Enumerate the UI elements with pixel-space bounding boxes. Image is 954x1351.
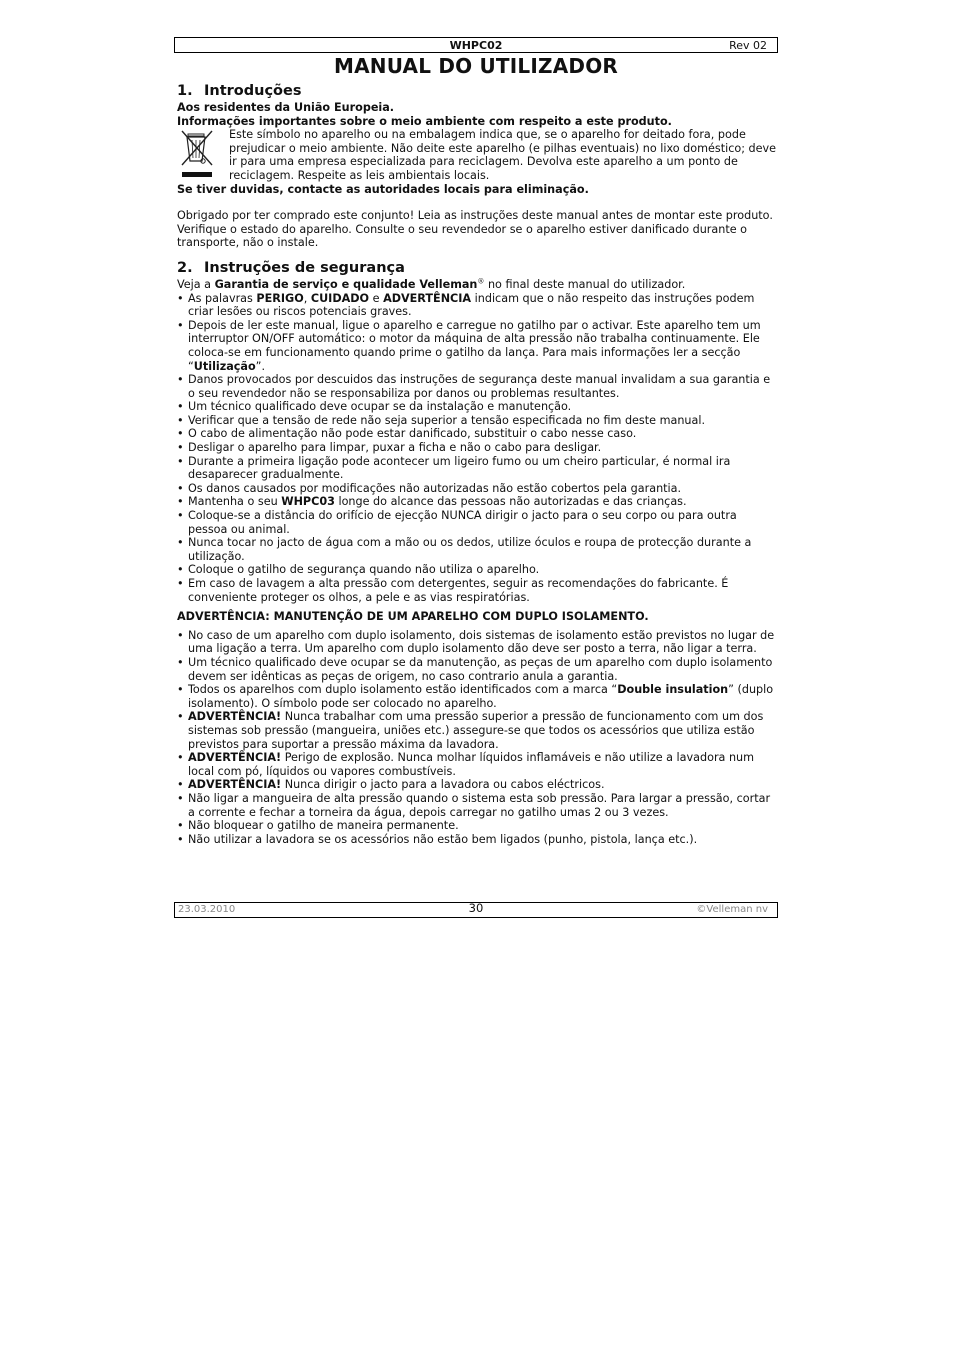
text: ” (duplo isolamento). O símbolo pode ser colocado no aparelho. xyxy=(188,683,774,710)
list-item: • No caso de um aparelho com duplo isolamento, dois sistemas de isolamento estão previstos no lugar de uma ligação a terra. Um aparelho com duplo isolamento dão deve ser posto a terra, não ligar a terra. xyxy=(177,629,779,656)
warranty-intro-post: no final deste manual do utilizador. xyxy=(484,277,686,291)
page-content xyxy=(177,81,779,846)
text: As palavras xyxy=(188,291,257,305)
thanks-paragraph: Obrigado por ter comprado este conjunto! Leia as instruções deste manual antes de montar este produto. Verifique o estado do aparelho. Consulte o seu revendedor se o aparelho estiver danificado durante o transporte, não o instale. xyxy=(177,209,773,250)
contact-authorities-line: Se tiver duvidas, contacte as autoridades locais para eliminação. xyxy=(177,182,589,196)
weee-text: Este símbolo no aparelho ou na embalagem indica que, se o aparelho for deitado fora, pode prejudicar o meio ambiente. Não deite este aparelho (e pilhas eventuais) no lixo doméstico; deve ir para uma empresa especializada para reciclagem. Devolva este aparelho a um ponto de reciclagem. Respeite as leis ambientais locais. xyxy=(229,128,777,182)
footer-date: 23.03.2010 xyxy=(178,904,236,915)
text: e xyxy=(369,291,384,305)
warranty-intro xyxy=(177,278,779,292)
text: Mantenha o seu xyxy=(188,495,282,509)
list-item: • Não ligar a mangueira de alta pressão quando o sistema esta sob pressão. Para largar a pressão, cortar a corrente e fechar a torneira da água, depois carregar no gatilho umas 2 ou 3 vezes. xyxy=(177,792,779,819)
text: Depois de ler este manual, ligue o aparelho e carregue no gatilho par o activar. Este aparelho tem um interruptor ON/OFF automático: o motor da máquina de alta pressão não trabalha continuamente. Ele coloca-se em funcionamento quando prime o gatilho da lança. Para mais informações ler a secção “ xyxy=(188,318,761,373)
section-1-title: Introduções xyxy=(204,83,302,99)
list-item: • Coloque o gatilho de segurança quando não utiliza o aparelho. xyxy=(177,563,779,577)
list-item: • Coloque-se a distância do orifício de ejecção NUNCA dirigir o jacto para o seu corpo ou para outra pessoa ou animal. xyxy=(177,509,779,536)
text: Todos os aparelhos com duplo isolamento estão identificados com a marca “ xyxy=(188,683,618,697)
text: , xyxy=(303,291,311,305)
list-item: • Não utilizar a lavadora se os acessórios não estão bem ligados (punho, pistola, lança etc.). xyxy=(177,833,779,847)
footer-copyright: ©Velleman nv xyxy=(696,904,768,915)
list-item: • Desligar o aparelho para limpar, puxar a ficha e não o cabo para desligar. xyxy=(177,441,779,455)
text: ”. xyxy=(255,359,266,373)
header-revision: Rev 02 xyxy=(729,39,767,52)
page-number: 30 xyxy=(468,901,484,915)
keyword-advertencia: ADVERTÊNCIA xyxy=(383,291,472,305)
section-ref: Utilização xyxy=(193,359,256,373)
list-item: • Os danos causados por modificações não autorizadas não estão cobertos pela garantia. xyxy=(177,482,779,496)
list-item xyxy=(177,319,779,373)
section-1-number: 1. xyxy=(177,83,193,99)
text: indicam que o não respeito das instruções podem criar lesões ou riscos potenciais graves. xyxy=(188,291,755,319)
section-1-heading xyxy=(177,81,779,101)
keyword-perigo: PERIGO xyxy=(256,291,304,305)
document-title: MANUAL DO UTILIZADOR xyxy=(334,54,618,78)
text: Perigo de explosão. Nunca molhar líquidos inflamáveis e não utilize a lavadora num local com pó, líquidos ou vapores combustíveis. xyxy=(188,751,755,778)
text: Nunca trabalhar com uma pressão superior a pressão de funcionamento com um dos sistemas sob pressão (mangueira, uniões etc.) assegure-se que todos os acessórios que utiliza estão previstos para suportar a pressão máxima da lavadora. xyxy=(188,710,764,751)
text: longe do alcance das pessoas não autorizadas e das crianças. xyxy=(334,495,687,509)
list-item: • Danos provocados por descuidos das instruções de segurança deste manual invalidam a sua garantia e o seu revendedor não se responsabiliza por danos ou problemas resultantes. xyxy=(177,373,779,400)
list-item: • Um técnico qualificado deve ocupar se da instalação e manutenção. xyxy=(177,400,779,414)
list-item xyxy=(177,751,779,778)
keyword-cuidado: CUIDADO xyxy=(310,291,370,305)
list-item xyxy=(177,710,779,751)
list-item: • O cabo de alimentação não pode estar danificado, substituir o cabo nesse caso. xyxy=(177,427,779,441)
double-insulation-mark: Double insulation xyxy=(617,683,729,697)
text: Nunca dirigir o jacto para a lavadora ou cabos eléctricos. xyxy=(281,778,605,792)
list-item xyxy=(177,292,779,319)
model-ref: WHPC03 xyxy=(281,495,335,509)
warning-label: ADVERTÊNCIA! xyxy=(188,710,282,724)
warranty-intro-pre: Veja a xyxy=(177,277,215,291)
eu-residents-line: Aos residentes da União Europeia. xyxy=(177,101,395,114)
section-2-heading xyxy=(177,258,779,278)
list-item: • Não bloquear o gatilho de maneira permanente. xyxy=(177,819,779,833)
crossed-out-bin-icon xyxy=(177,128,229,182)
weee-notice xyxy=(177,128,779,182)
section-2-title: Instruções de segurança xyxy=(204,259,405,276)
list-item xyxy=(177,495,779,509)
list-item: • Um técnico qualificado deve ocupar se da manutenção, as peças de um aparelho com duplo isolamento devem ser idênticas as peças de origem, no caso contrario anula a garantia. xyxy=(177,656,779,683)
double-insulation-list xyxy=(177,629,779,847)
section-2-number: 2. xyxy=(177,259,193,276)
safety-list xyxy=(177,292,779,605)
warranty-intro-bold: Garantia de serviço e qualidade Velleman xyxy=(214,277,478,291)
environment-info-line: Informações importantes sobre o meio ambiente com respeito a este produto. xyxy=(177,114,672,128)
header-model: WHPC02 xyxy=(449,39,503,52)
double-insulation-heading: ADVERTÊNCIA: MANUTENÇÃO DE UM APARELHO COM DUPLO ISOLAMENTO. xyxy=(177,610,649,624)
warning-label: ADVERTÊNCIA! xyxy=(188,778,282,792)
list-item: • Nunca tocar no jacto de água com a mão ou os dedos, utilize óculos e roupa de protecção durante a utilização. xyxy=(177,536,779,563)
list-item: • Em caso de lavagem a alta pressão com detergentes, seguir as recomendações do fabricante. É conveniente proteger os olhos, a pele e as vias respiratórias. xyxy=(177,577,779,604)
list-item xyxy=(177,683,779,710)
page-footer xyxy=(174,902,778,918)
warning-label: ADVERTÊNCIA! xyxy=(188,751,282,765)
list-item: • Durante a primeira ligação pode acontecer um ligeiro fumo ou um cheiro particular, é normal ira desaparecer gradualmente. xyxy=(177,455,779,482)
list-item xyxy=(177,778,779,792)
page-header xyxy=(174,37,778,53)
registered-mark: ® xyxy=(477,277,485,286)
list-item: • Verificar que a tensão de rede não seja superior a tensão especificada no fim deste manual. xyxy=(177,414,779,428)
